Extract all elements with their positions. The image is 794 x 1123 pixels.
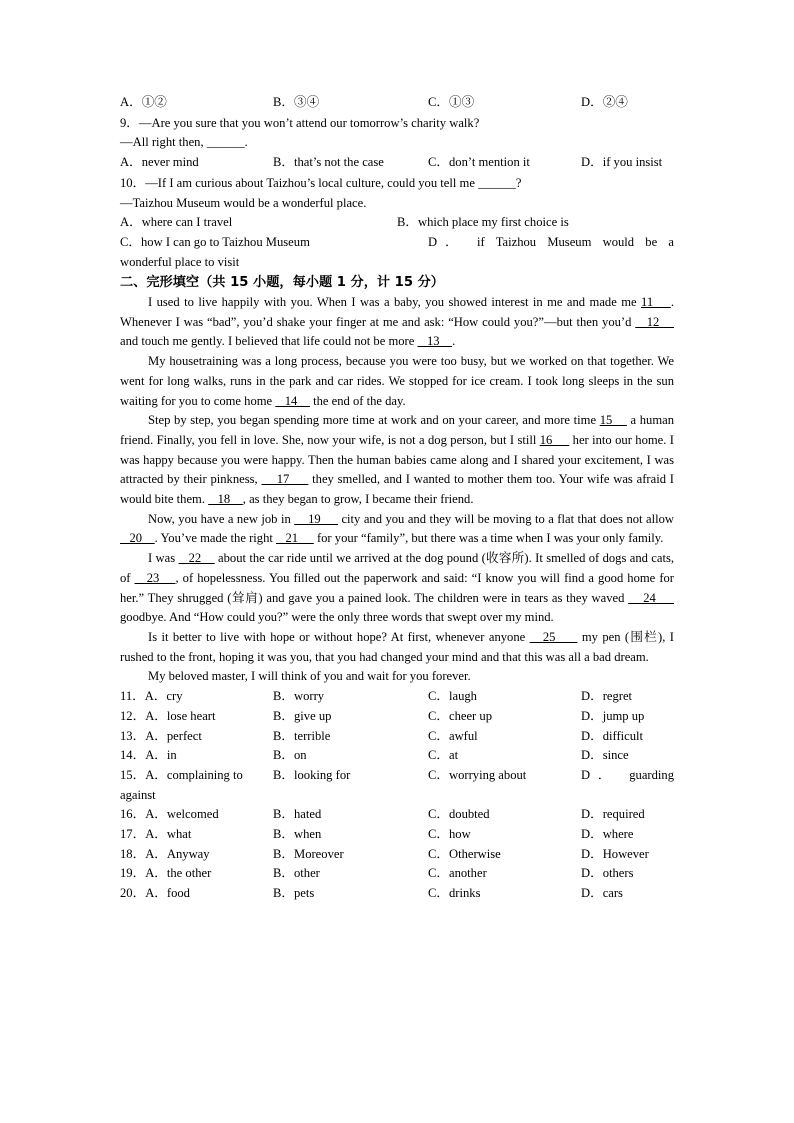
answer-19-a[interactable]: 19．A．the other [120,866,212,881]
passage-paragraph [120,411,674,510]
blank-13[interactable]: 13 [417,334,453,349]
passage-paragraph [120,510,674,549]
answer-17-c[interactable]: C．how [428,827,471,842]
q10-option-d[interactable]: D． if Taizhou Museum would be a [428,234,674,249]
q8-option-a[interactable]: A．①② [120,95,167,109]
answer-row-13 [120,727,674,747]
blank-15[interactable]: 15 [599,413,627,428]
passage-text: the end of the day. [309,393,406,408]
answer-18-c[interactable]: C．Otherwise [428,846,501,861]
passage-text: My beloved master, I will think of you and wait for you forever. [148,669,471,684]
q10-option-d-continued: wonderful place to visit [120,254,240,269]
answer-18-b[interactable]: B．Moreover [273,846,344,861]
answer-18-d[interactable]: D．However [581,846,649,861]
answer-19-c[interactable]: C．another [428,866,487,881]
answer-15-c[interactable]: C．worrying about [428,767,527,782]
blank-12[interactable]: 12 [635,314,674,329]
passage-paragraph [120,293,674,352]
blank-25[interactable]: 25 [529,629,578,644]
answer-row-16 [120,805,674,825]
passage-text: . Whenever I was “bad”, you’d shake your finger at me and ask: “How could you?”—but then you’d [120,295,674,329]
q9-reply: —All right then, ______. [120,135,248,150]
passage-paragraph [120,628,674,667]
answer-20-a[interactable]: 20．A．food [120,886,190,901]
answer-12-b[interactable]: B．give up [273,708,332,723]
exam-page [120,93,674,904]
q10-options-row2 [120,233,674,253]
answer-17-d[interactable]: D．where [581,827,634,842]
blank-21[interactable]: 21 [276,531,314,546]
blank-24[interactable]: 24 [628,590,674,605]
passage-text: , of hopelessness. You filled out the paperwork and said: “I know you will find a good home for her.” They shrugged (耸肩) and gave you a pained look. The children were in tears as they waved [120,570,674,605]
answer-13-c[interactable]: C．awful [428,728,478,743]
answer-15-a[interactable]: 15．A．complaining to [120,767,243,782]
q9-options [120,153,674,173]
answer-12-d[interactable]: D．jump up [581,708,645,723]
answer-15-d[interactable]: D． guarding [581,767,674,782]
q9-option-a[interactable]: A．never mind [120,155,199,170]
answer-13-a[interactable]: 13．A．perfect [120,728,202,743]
blank-17[interactable]: 17 [261,472,309,487]
cloze-passage [120,293,674,687]
answer-12-a[interactable]: 12．A．lose heart [120,708,216,723]
answer-row-19 [120,864,674,884]
passage-text: Is it better to live with hope or without hope? At first, whenever anyone [148,629,530,644]
passage-text: they smelled, and I wanted to mother them too. Your wife was afraid I would bite them. [120,472,674,507]
answer-16-a[interactable]: 16．A．welcomed [120,807,219,822]
answer-11-d[interactable]: D．regret [581,689,633,704]
answer-row-18 [120,845,674,865]
answer-19-b[interactable]: B．other [273,866,320,881]
passage-paragraph [120,352,674,411]
answer-14-d[interactable]: D．since [581,748,629,763]
passage-text: Step by step, you began spending more time at work and on your career, and more time [148,413,600,428]
passage-paragraph [120,667,674,687]
blank-22[interactable]: 22 [178,551,215,566]
passage-text: about the car ride until we arrived at the dog pound (收容所). It smelled of dogs and cats, of [120,551,675,585]
answer-19-d[interactable]: D．others [581,866,634,881]
passage-paragraph [120,549,674,628]
passage-text: Now, you have a new job in [148,511,295,526]
answer-row-12 [120,707,674,727]
q9-option-b[interactable]: B．that’s not the case [273,155,384,170]
q8-option-b[interactable]: B．③④ [273,95,320,109]
answer-17-b[interactable]: B．when [273,827,322,842]
answer-options [120,687,674,904]
answer-row-15 [120,766,674,786]
answer-16-c[interactable]: C．doubted [428,807,490,822]
blank-23[interactable]: 23 [134,570,176,585]
passage-text: for your “family”, but there was a time when I was your only family. [313,531,664,546]
q10-option-c[interactable]: C．how I can go to Taizhou Museum [120,234,310,249]
q8-options [120,93,674,113]
answer-16-d[interactable]: D．required [581,807,645,822]
q9-option-d[interactable]: D．if you insist [581,155,663,170]
answer-11-a[interactable]: 11．A．cry [120,689,183,704]
passage-text: city and you and they will be moving to a flat that does not allow [338,511,674,526]
passage-text: , as they began to grow, I became their friend. [242,492,474,507]
answer-13-d[interactable]: D．difficult [581,728,644,743]
answer-14-b[interactable]: B．on [273,748,307,763]
answer-12-c[interactable]: C．cheer up [428,708,492,723]
blank-18[interactable]: 18 [208,492,243,507]
q9-stem: 9．—Are you sure that you won’t attend our tomorrow’s charity walk? [120,115,480,130]
answer-11-c[interactable]: C．laugh [428,689,477,704]
answer-15-b[interactable]: B．looking for [273,767,351,782]
section-heading-cloze: 二、完形填空（共 15 小题，每小题 1 分，计 15 分） [120,275,444,291]
blank-19[interactable]: 19 [294,511,338,526]
answer-16-b[interactable]: B．hated [273,807,322,822]
answer-14-c[interactable]: C．at [428,748,459,763]
blank-14[interactable]: 14 [275,393,310,408]
q10-stem: 10．—If I am curious about Taizhou’s local culture, could you tell me ______? [120,175,522,190]
blank-16[interactable]: 16 [539,432,570,447]
answer-row-20 [120,884,674,904]
answer-13-b[interactable]: B．terrible [273,728,331,743]
passage-text: I was [148,551,179,566]
answer-20-d[interactable]: D．cars [581,886,623,901]
answer-15-continued: against [120,787,156,802]
q8-option-c[interactable]: C．①③ [428,95,475,109]
passage-text: . [452,334,456,349]
q10-option-b[interactable]: B．which place my first choice is [397,215,569,230]
answer-17-a[interactable]: 17．A．what [120,827,192,842]
q10-reply: —Taizhou Museum would be a wonderful place. [120,195,367,210]
q8-option-d[interactable]: D．②④ [581,95,628,109]
passage-text: goodbye. And “How could you?” were the only three words that swept over my mind. [120,610,554,625]
q10-option-a[interactable]: A．where can I travel [120,215,233,230]
answer-11-b[interactable]: B．worry [273,689,325,704]
answer-20-b[interactable]: B．pets [273,886,315,901]
answer-row-14 [120,746,674,766]
q9-option-c[interactable]: C．don’t mention it [428,155,530,170]
blank-20[interactable]: 20 [120,531,155,546]
answer-20-c[interactable]: C．drinks [428,886,481,901]
blank-11[interactable]: 11 [641,295,671,310]
passage-text: . You’ve made the right [154,531,277,546]
answer-18-a[interactable]: 18．A．Anyway [120,846,210,861]
passage-text: a human friend. Finally, you fell in love. She, now your wife, is not a dog person, but I still [120,413,675,447]
answer-row-11 [120,687,674,707]
passage-text: and touch me gently. I believed that life could not be more [120,334,418,349]
passage-text: her into our home. I was happy because you were happy. Then the human babies came along and I shared your excitement, I was attracted by their pinkness, [120,432,675,487]
passage-text: my pen (围栏), I rushed to the front, hoping it was you, that you had changed your mind and that this was all a bad dream. [120,629,674,664]
passage-text: My housetraining was a long process, because you were too busy, but we worked on that together. We went for long walks, runs in the park and car rides. We stopped for ice cream. I took long sleeps in the sun waiting for you to come home [120,354,674,408]
answer-14-a[interactable]: 14．A．in [120,748,177,763]
passage-text: I used to live happily with you. When I was a baby, you showed interest in me and made me [148,295,642,310]
answer-row-17 [120,825,674,845]
q10-options-row1 [120,213,674,233]
